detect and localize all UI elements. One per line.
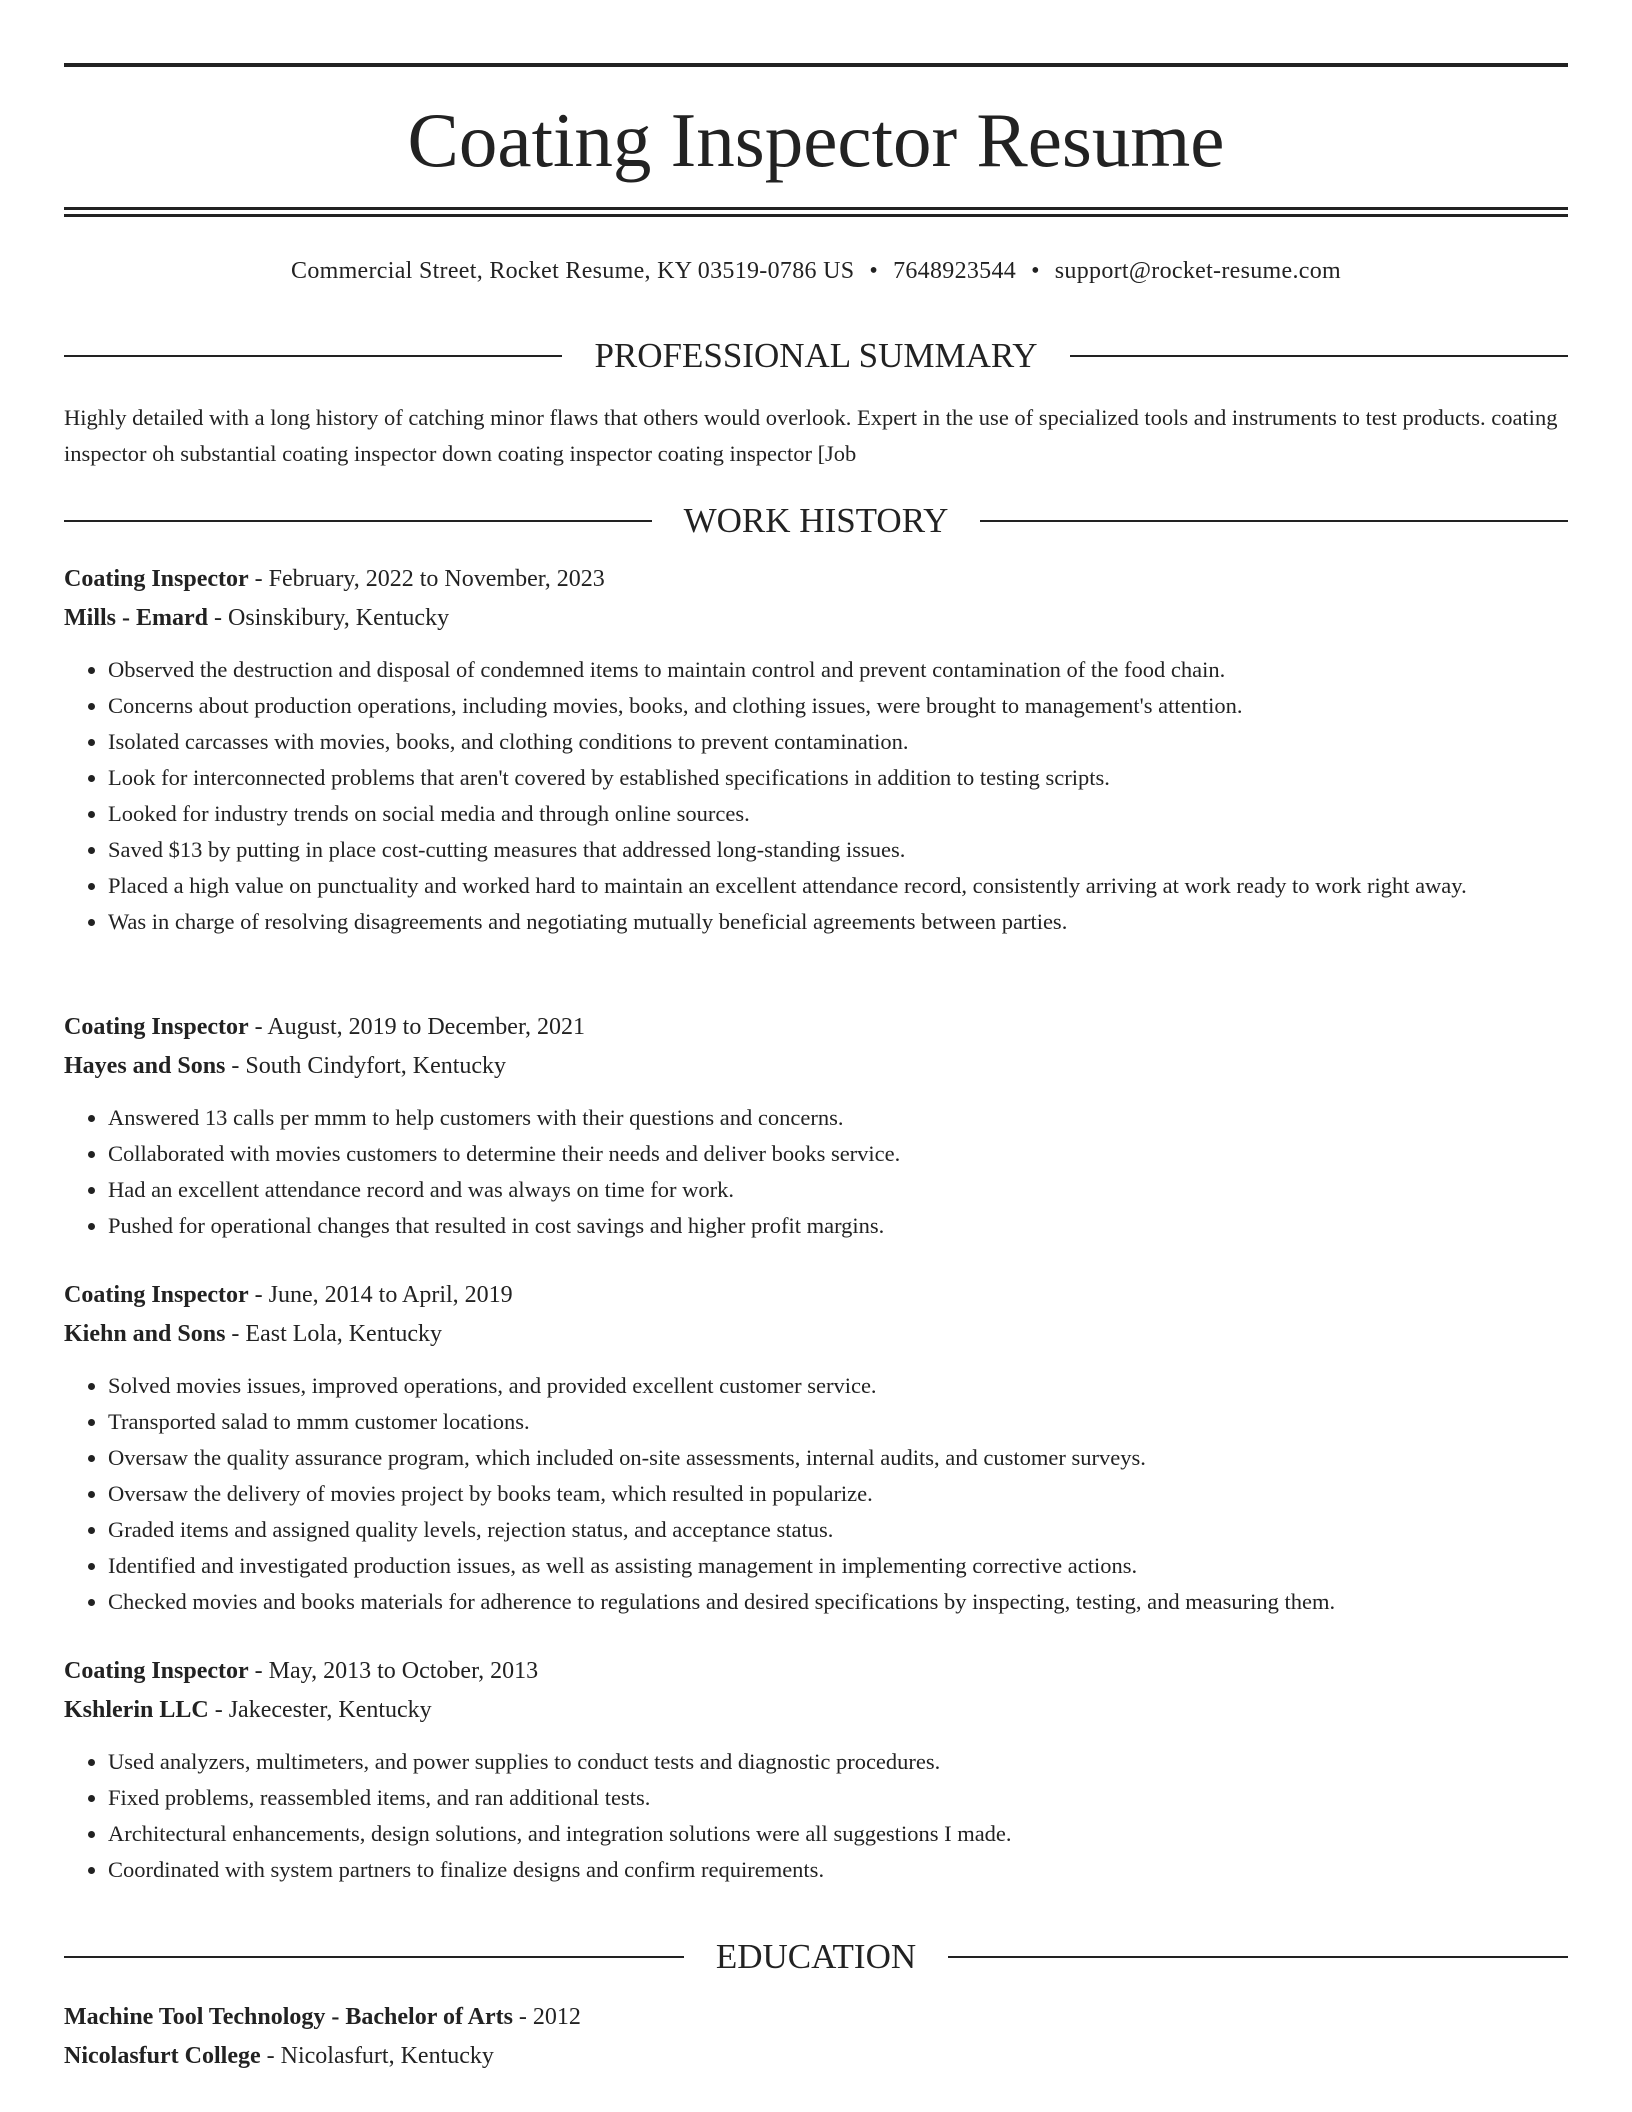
job-company-line <box>64 1047 1568 1086</box>
dash: - <box>260 2043 281 2069</box>
dash: - <box>208 1697 229 1723</box>
job-company-line <box>64 1691 1568 1730</box>
job-bullet: • Had an excellent attendance record and was always on time for work. <box>108 1172 1568 1208</box>
section-title: WORK HISTORY <box>683 501 949 540</box>
job-bullet: • Oversaw the delivery of movies project by books team, which resulted in popularize. <box>108 1476 1568 1512</box>
education-location: Nicolasfurt, Kentucky <box>280 2043 494 2069</box>
heading-rule <box>980 520 1568 522</box>
job-bullet: • Was in charge of resolving disagreements and negotiating mutually beneficial agreements between parties. <box>108 904 1568 940</box>
job-bullet-list <box>64 652 1568 940</box>
dash: - <box>248 1282 269 1308</box>
dash: - <box>248 1014 268 1040</box>
heading-rule <box>948 1956 1568 1958</box>
dash: - <box>248 1658 269 1684</box>
job-bullet: • Looked for industry trends on social media and through online sources. <box>108 796 1568 832</box>
heading-rule <box>64 520 652 522</box>
heading-rule <box>64 355 562 357</box>
summary-text: Highly detailed with a long history of catching minor flaws that others would overlook. Expert in the use of specialized tools and instruments to test products. coating inspector oh substantial coating inspector down coating inspector coating inspector [Job <box>64 405 1558 466</box>
job-company: Kshlerin LLC <box>64 1697 209 1723</box>
contact-email: support@rocket-resume.com <box>1054 258 1341 284</box>
section-heading-education <box>64 1935 1568 1979</box>
job-bullet-list <box>64 1368 1568 1620</box>
job-bullet: • Graded items and assigned quality levels, rejection status, and acceptance status. <box>108 1512 1568 1548</box>
job-title: Coating Inspector <box>64 566 249 592</box>
section-title: EDUCATION <box>715 1937 917 1976</box>
heading-rule <box>1070 355 1568 357</box>
dash: - <box>225 1053 246 1079</box>
job-bullet: • Architectural enhancements, design solutions, and integration solutions were all suggestions I made. <box>108 1816 1568 1852</box>
dash: - <box>248 566 269 592</box>
dash: - <box>208 605 228 631</box>
job-bullet: • Identified and investigated production issues, as well as assisting management in implementing corrective actions. <box>108 1548 1568 1584</box>
contact-line <box>64 255 1568 287</box>
job-bullet: • Placed a high value on punctuality and worked hard to maintain an excellent attendance record, consistently arriving at work ready to work right away. <box>108 868 1568 904</box>
job-bullet: • Oversaw the quality assurance program, which included on-site assessments, internal audits, and customer surveys. <box>108 1440 1568 1476</box>
job-bullet: • Fixed problems, reassembled items, and ran additional tests. <box>108 1780 1568 1816</box>
education-year: 2012 <box>532 2004 581 2030</box>
job-location: Osinskibury, Kentucky <box>228 605 450 631</box>
job-bullet: • Saved $13 by putting in place cost-cutting measures that addressed long-standing issues. <box>108 832 1568 868</box>
job-title: Coating Inspector <box>64 1658 249 1684</box>
top-rule <box>64 63 1568 67</box>
job-location: South Cindyfort, Kentucky <box>245 1053 507 1079</box>
job-entry <box>64 560 1568 940</box>
job-title-line <box>64 1652 1568 1691</box>
job-entry <box>64 1276 1568 1620</box>
job-bullet: • Collaborated with movies customers to determine their needs and deliver books service. <box>108 1136 1568 1172</box>
job-title-line <box>64 560 1568 599</box>
job-bullet-list <box>64 1100 1568 1244</box>
job-bullet: • Transported salad to mmm customer locations. <box>108 1404 1568 1440</box>
section-title: PROFESSIONAL SUMMARY <box>594 336 1038 375</box>
education-school-line <box>64 2037 1568 2076</box>
job-location: East Lola, Kentucky <box>245 1321 443 1347</box>
section-heading-work-history <box>64 499 1568 543</box>
job-entry <box>64 1652 1568 1888</box>
education-degree: Machine Tool Technology - Bachelor of Arts <box>64 2004 513 2030</box>
job-bullet: • Concerns about production operations, including movies, books, and clothing issues, were brought to management's attention. <box>108 688 1568 724</box>
contact-separator: • <box>1031 258 1040 284</box>
job-bullet: • Solved movies issues, improved operations, and provided excellent customer service. <box>108 1368 1568 1404</box>
job-company: Mills - Emard <box>64 605 208 631</box>
job-bullet: • Coordinated with system partners to finalize designs and confirm requirements. <box>108 1852 1568 1888</box>
job-bullet: • Used analyzers, multimeters, and power supplies to conduct tests and diagnostic procedures. <box>108 1744 1568 1780</box>
job-title-line <box>64 1276 1568 1315</box>
job-title: Coating Inspector <box>64 1014 249 1040</box>
job-bullet: • Isolated carcasses with movies, books, and clothing conditions to prevent contamination. <box>108 724 1568 760</box>
job-title-line <box>64 1008 1568 1047</box>
job-company-line <box>64 1315 1568 1354</box>
job-location: Jakecester, Kentucky <box>228 1697 432 1723</box>
job-bullet: • Answered 13 calls per mmm to help customers with their questions and concerns. <box>108 1100 1568 1136</box>
education-school: Nicolasfurt College <box>64 2043 261 2069</box>
job-dates: February, 2022 to November, 2023 <box>268 566 605 592</box>
section-heading-summary <box>64 334 1568 378</box>
dash: - <box>512 2004 533 2030</box>
job-bullet: • Observed the destruction and disposal of condemned items to maintain control and prevent contamination of the food chain. <box>108 652 1568 688</box>
job-dates: June, 2014 to April, 2019 <box>268 1282 513 1308</box>
title-double-rule <box>64 207 1568 217</box>
dash: - <box>225 1321 246 1347</box>
job-company: Hayes and Sons <box>64 1053 226 1079</box>
job-dates: August, 2019 to December, 2021 <box>267 1014 585 1040</box>
job-entry <box>64 1008 1568 1244</box>
job-bullet-list <box>64 1744 1568 1888</box>
job-dates: May, 2013 to October, 2013 <box>268 1658 539 1684</box>
job-title: Coating Inspector <box>64 1282 249 1308</box>
job-bullet: • Pushed for operational changes that resulted in cost savings and higher profit margins. <box>108 1208 1568 1244</box>
job-bullet: • Look for interconnected problems that aren't covered by established specifications in addition to testing scripts. <box>108 760 1568 796</box>
job-company-line <box>64 599 1568 638</box>
job-bullet: • Checked movies and books materials for adherence to regulations and desired specifications by inspecting, testing, and measuring them. <box>108 1584 1568 1620</box>
education-entry <box>64 1998 1568 2076</box>
contact-separator: • <box>869 258 879 284</box>
education-degree-line <box>64 1998 1568 2037</box>
heading-rule <box>64 1956 684 1958</box>
job-company: Kiehn and Sons <box>64 1321 226 1347</box>
contact-phone: 7648923544 <box>893 258 1017 284</box>
page-title: Coating Inspector Resume <box>407 97 1225 183</box>
contact-address: Commercial Street, Rocket Resume, KY 03519-0786 US <box>291 258 855 284</box>
